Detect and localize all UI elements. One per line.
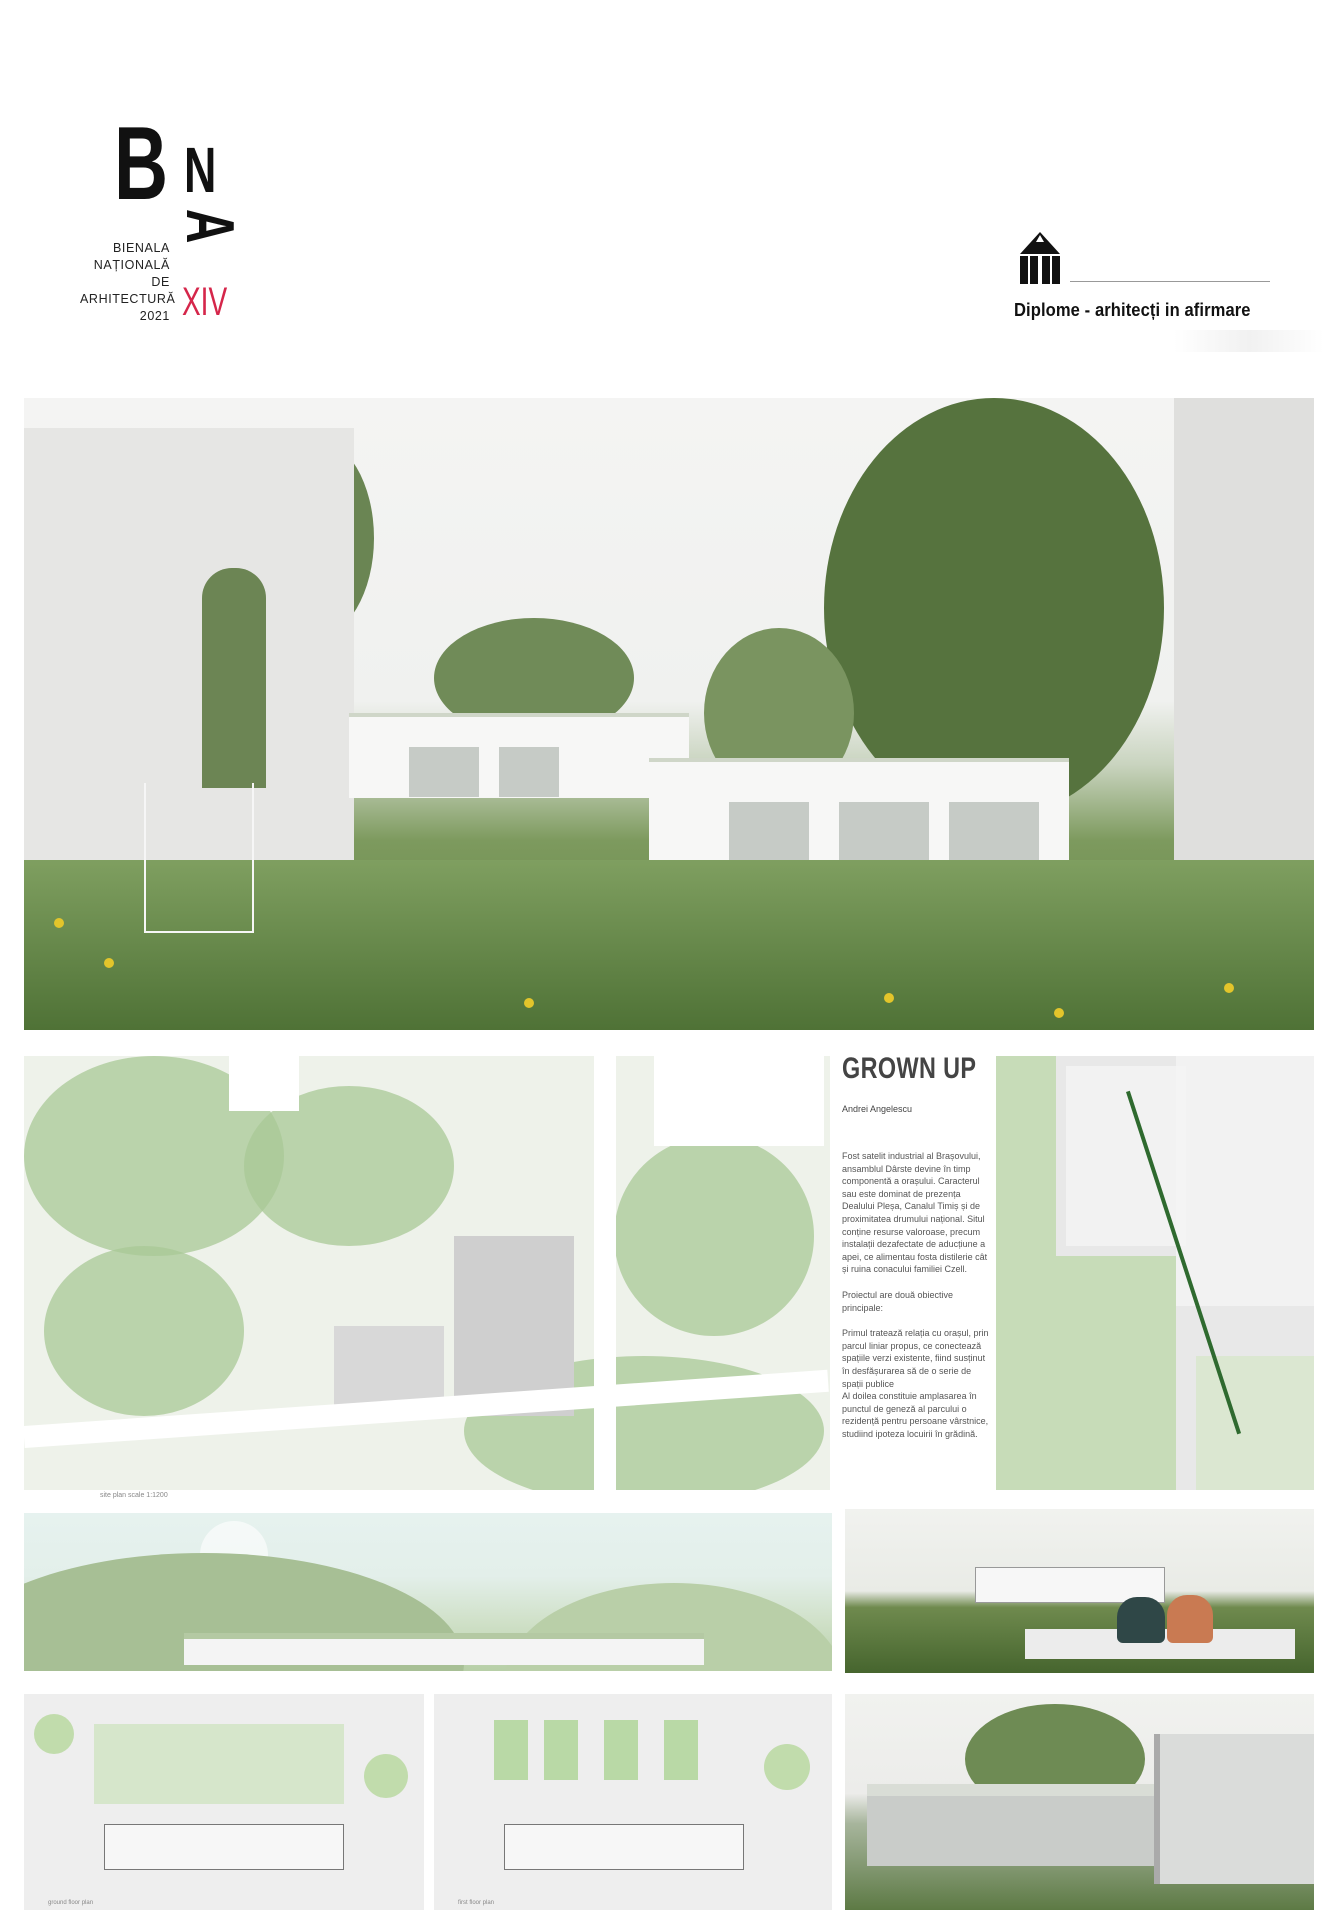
logo-line-bienala: BIENALA bbox=[112, 241, 170, 255]
project-paragraph-2: Proiectul are două obiective principale: bbox=[842, 1289, 954, 1313]
urban-fabric bbox=[1176, 1056, 1314, 1306]
tree-canopy bbox=[824, 398, 1164, 818]
tree bbox=[364, 1754, 408, 1798]
green-zone bbox=[1196, 1356, 1314, 1490]
header-rule bbox=[1070, 281, 1270, 282]
glazing bbox=[729, 802, 809, 867]
road bbox=[594, 1056, 616, 1490]
glazing bbox=[839, 802, 929, 867]
garden-plot bbox=[494, 1720, 528, 1780]
flower bbox=[884, 993, 894, 1003]
courtyard-view-image bbox=[845, 1694, 1314, 1910]
pergola-roof bbox=[867, 1784, 1167, 1796]
garden-plots bbox=[94, 1724, 344, 1804]
logo-line-de: DE bbox=[151, 275, 170, 289]
tree bbox=[764, 1744, 810, 1790]
context-map-image bbox=[996, 1056, 1314, 1490]
building-footprint bbox=[504, 1824, 744, 1870]
glazing bbox=[499, 747, 559, 797]
flower bbox=[1224, 983, 1234, 993]
project-paragraph-4: Al doilea constituie amplasarea în punctul de geneză al parcului o rezidență pentru persoane vârstnice, studiind ipoteza locuirii în grădină. bbox=[842, 1391, 989, 1439]
tree-cluster bbox=[44, 1246, 244, 1416]
logo-caption bbox=[80, 240, 176, 325]
edition-number: XIV bbox=[182, 280, 228, 324]
siteplan-caption-holder bbox=[100, 1492, 168, 1499]
site-plan-image bbox=[24, 1056, 830, 1490]
existing-building bbox=[654, 1056, 824, 1146]
siteplan-caption: site plan scale 1:1200 bbox=[100, 1492, 168, 1499]
ground-floor-plan-image bbox=[24, 1694, 424, 1910]
glass-wall bbox=[867, 1796, 1157, 1866]
logo-letter-n: N bbox=[184, 134, 217, 206]
existing-building bbox=[229, 1056, 299, 1111]
project-paragraph-1: Fost satelit industrial al Brașovului, ansamblul Dârste devine în timp componentă a orașului. Caracterul sau este dominat de prezența Dealului Pleșa, Canalul Timiș și de proximitatea drumului național. Situl conține resurse valoroase, precum instalații dezafectate de aducțiune a apei, ce alimentau fosta distilerie cât și ruina conacului familiei Czell. bbox=[842, 1151, 988, 1275]
garden-chair bbox=[144, 783, 254, 933]
logo-letter-b: B bbox=[114, 106, 169, 222]
residence-building bbox=[349, 713, 689, 798]
project-description bbox=[842, 1052, 990, 1497]
hero-render-image bbox=[24, 398, 1314, 1030]
flower bbox=[1054, 1008, 1064, 1018]
header-fade bbox=[1174, 330, 1324, 352]
garden-plot bbox=[544, 1720, 578, 1780]
logo-letter-a: A bbox=[172, 209, 248, 244]
seated-person bbox=[1167, 1595, 1213, 1643]
logo-line-nationala: NAȚIONALĂ bbox=[93, 258, 170, 272]
flower bbox=[524, 998, 534, 1008]
elevation-image bbox=[24, 1513, 832, 1671]
bna-logo bbox=[80, 106, 300, 352]
green-zone bbox=[996, 1256, 1176, 1490]
pencil-icon bbox=[1014, 232, 1066, 284]
logo-line-arhitectura: ARHITECTURĂ bbox=[80, 292, 176, 306]
residence-elevation bbox=[184, 1633, 704, 1665]
project-author: Andrei Angelescu bbox=[842, 1104, 913, 1114]
building-frame bbox=[1154, 1734, 1314, 1884]
logo-line-year: 2021 bbox=[139, 309, 170, 323]
bench-view-image bbox=[845, 1509, 1314, 1673]
ruin-window bbox=[202, 568, 266, 788]
ground-floor-caption: ground floor plan bbox=[48, 1900, 94, 1906]
flower bbox=[104, 958, 114, 968]
project-paragraph-3: Primul tratează relația cu orașul, prin parcul liniar propus, ce conectează spațiile verzi existente, fiind susținut în desfășurarea să de o serie de spații publice bbox=[842, 1328, 989, 1389]
section-label: Diplome - arhitecți in afirmare bbox=[1014, 300, 1251, 320]
garden-plot bbox=[604, 1720, 638, 1780]
section-header bbox=[1014, 232, 1314, 372]
glazing bbox=[409, 747, 479, 797]
first-floor-caption: first floor plan bbox=[458, 1900, 495, 1906]
residence-building bbox=[649, 758, 1069, 868]
flower bbox=[54, 918, 64, 928]
seated-person bbox=[1117, 1597, 1165, 1643]
tree bbox=[34, 1714, 74, 1754]
tree-cluster bbox=[614, 1136, 814, 1336]
garden-plot bbox=[664, 1720, 698, 1780]
project-title: GROWN UP bbox=[842, 1052, 977, 1085]
glazing bbox=[949, 802, 1039, 867]
first-floor-plan-image bbox=[434, 1694, 832, 1910]
building-footprint bbox=[104, 1824, 344, 1870]
